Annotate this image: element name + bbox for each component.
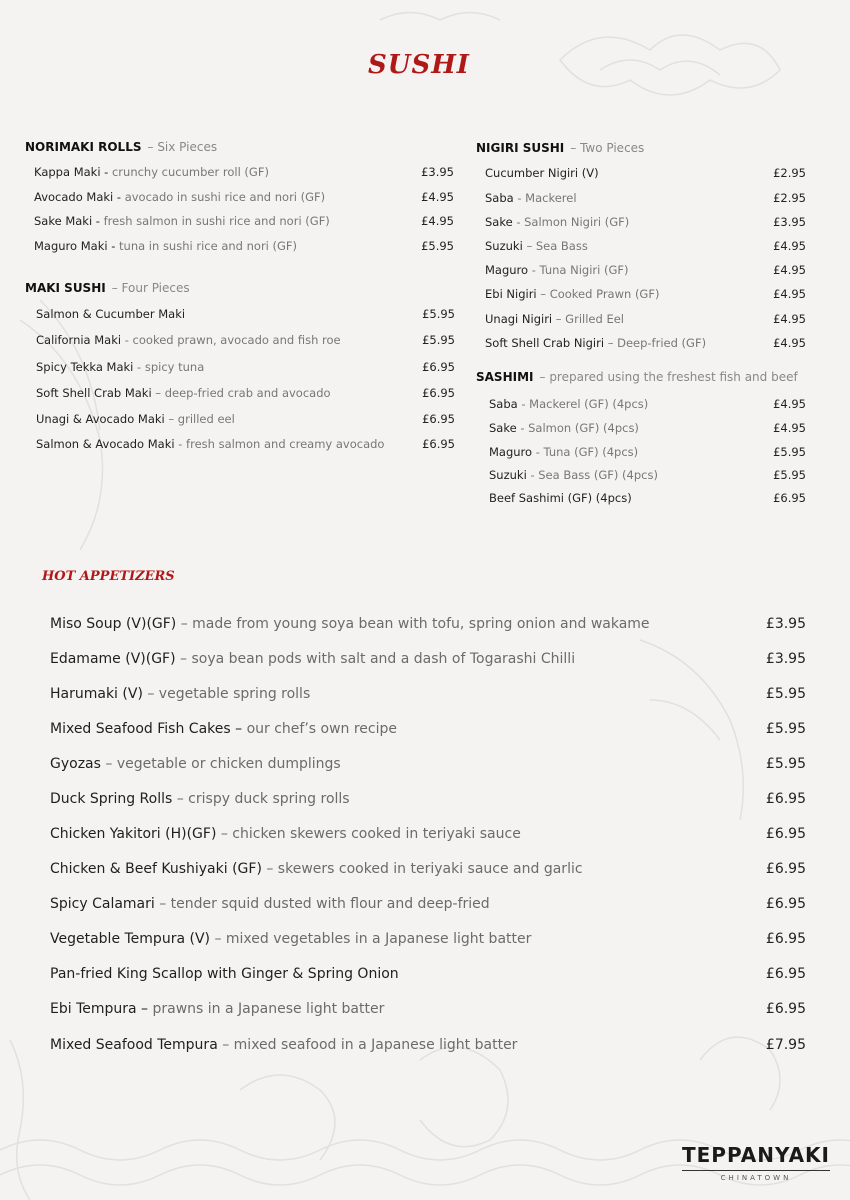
item-description: – vegetable or chicken dumplings [105,756,341,772]
item-name: Sake [485,215,517,229]
item-description: - Mackerel [517,191,577,205]
item-description: - spicy tuna [137,360,205,374]
section-title: NIGIRI SUSHI [476,141,565,155]
menu-item [50,928,806,950]
item-name: Ebi Nigiri [485,287,541,301]
menu-item [34,188,454,206]
item-description: prawns in a Japanese light batter [152,1001,385,1017]
item-description: – vegetable spring rolls [147,686,311,702]
item-description: - Salmon (GF) (4pcs) [520,421,639,435]
item-price: £5.95 [421,239,454,253]
item-description: - fresh salmon and creamy avocado [178,437,385,451]
item-price: £3.95 [421,165,454,179]
menu-item [485,334,806,352]
item-price: £4.95 [773,336,806,350]
menu-item [50,858,806,880]
item-price: £4.95 [773,312,806,326]
item-price: £5.95 [765,756,806,772]
nigiri-section-header [476,141,644,155]
menu-item [489,395,806,413]
item-price: £6.95 [765,931,806,947]
item-description: – grilled eel [168,412,235,426]
item-description: – crispy duck spring rolls [176,791,350,807]
item-description: – made from young soya bean with tofu, spring onion and wakame [180,616,650,632]
menu-item [34,163,454,181]
menu-item [36,331,455,349]
item-price: £6.95 [765,861,806,877]
item-name: Miso Soup (V)(GF) [50,616,181,632]
section-subtitle: – Two Pieces [570,141,645,155]
section-subtitle: – Four Pieces [111,281,190,295]
item-price: £6.95 [422,386,455,400]
item-name: Sake [489,421,521,435]
item-name: Maguro [489,445,536,459]
item-description: tuna in sushi rice and nori (GF) [119,239,298,253]
menu-item [485,213,806,231]
section-subtitle: – prepared using the freshest fish and beef [539,370,798,384]
restaurant-logo [676,1143,836,1182]
menu-item [485,164,806,182]
menu-item [34,237,454,255]
logo-divider [682,1170,830,1171]
item-name: Kappa Maki - [34,165,112,179]
section-title: MAKI SUSHI [25,281,106,295]
norimaki-section-header [25,140,217,154]
menu-item [50,788,806,810]
item-name: Suzuki [489,468,531,482]
item-description: - Mackerel (GF) (4pcs) [521,397,649,411]
item-price: £4.95 [773,263,806,277]
item-description: fresh salmon in sushi rice and nori (GF) [103,214,330,228]
item-name: Maguro Maki - [34,239,120,253]
logo-wordmark: TEPPANYAKI [682,1143,830,1167]
item-name: Duck Spring Rolls [50,791,177,807]
menu-item [485,189,806,207]
item-name: Unagi Nigiri [485,312,556,326]
item-price: £5.95 [422,333,455,347]
item-name: Soft Shell Crab Nigiri [485,336,608,350]
item-price: £5.95 [773,468,806,482]
item-description: - Tuna Nigiri (GF) [531,263,629,277]
item-description: avocado in sushi rice and nori (GF) [124,190,326,204]
menu-item [50,998,806,1020]
item-price: £5.95 [773,445,806,459]
item-price: £3.95 [773,215,806,229]
menu-item [485,237,806,255]
item-description: – Grilled Eel [555,312,624,326]
menu-item [36,435,455,453]
item-description: – deep-fried crab and avocado [155,386,331,400]
menu-item [34,212,454,230]
menu-item [485,261,806,279]
menu-item [489,489,806,507]
item-name: Harumaki (V) [50,686,148,702]
item-price: £6.95 [422,412,455,426]
item-price: £6.95 [422,360,455,374]
item-price: £4.95 [773,287,806,301]
item-price: £6.95 [765,966,806,982]
item-price: £4.95 [421,214,454,228]
item-price: £2.95 [773,166,806,180]
item-name: Saba [489,397,522,411]
item-name: Salmon & Avocado Maki [36,437,179,451]
item-name: Spicy Calamari [50,896,160,912]
item-name: Maguro [485,263,532,277]
item-description: – skewers cooked in teriyaki sauce and garlic [266,861,583,877]
item-description: – mixed seafood in a Japanese light batter [222,1037,518,1053]
menu-item [50,893,806,915]
hot-appetizers-title: HOT APPETIZERS [42,569,175,584]
item-description: – soya bean pods with salt and a dash of Togarashi Chilli [180,651,576,667]
item-price: £2.95 [773,191,806,205]
item-name: Gyozas [50,756,106,772]
item-price: £3.95 [765,651,806,667]
item-name: Suzuki [485,239,527,253]
item-description: - Sea Bass (GF) (4pcs) [530,468,658,482]
item-name: Chicken & Beef Kushiyaki (GF) [50,861,267,877]
item-name: Cucumber Nigiri (V) [485,166,599,180]
item-name: Avocado Maki - [34,190,125,204]
item-price: £6.95 [765,896,806,912]
section-subtitle: – Six Pieces [147,140,218,154]
item-name: Spicy Tekka Maki [36,360,138,374]
item-description: – mixed vegetables in a Japanese light batter [214,931,532,947]
menu-item [50,753,806,775]
item-price: £4.95 [421,190,454,204]
item-price: £7.95 [765,1037,806,1053]
item-description: - Tuna (GF) (4pcs) [535,445,639,459]
item-price: £5.95 [765,721,806,737]
item-name: Edamame (V)(GF) [50,651,181,667]
menu-item [489,466,806,484]
item-description: – Deep-fried (GF) [607,336,707,350]
logo-subtitle: CHINATOWN [720,1174,792,1182]
item-description: – Cooked Prawn (GF) [540,287,660,301]
maki-section-header [25,281,190,295]
sashimi-section-header [476,370,798,384]
item-price: £6.95 [765,1001,806,1017]
item-name: Salmon & Cucumber Maki [36,307,186,321]
item-description: - cooked prawn, avocado and fish roe [124,333,341,347]
menu-item [36,305,455,323]
item-price: £6.95 [765,826,806,842]
section-title: SASHIMI [476,370,534,384]
menu-item [50,648,806,670]
item-price: £4.95 [773,421,806,435]
menu-item [36,384,455,402]
item-description: crunchy cucumber roll (GF) [111,165,269,179]
item-name: Ebi Tempura – [50,1001,153,1017]
menu-item [50,683,806,705]
menu-item [485,310,806,328]
item-description: our chef’s own recipe [246,721,398,737]
menu-item [50,613,806,635]
item-description: – Sea Bass [526,239,588,253]
item-description: – chicken skewers cooked in teriyaki sauce [220,826,521,842]
item-name: Pan-fried King Scallop with Ginger & Spring Onion [50,966,399,982]
item-name: Chicken Yakitori (H)(GF) [50,826,221,842]
section-title: NORIMAKI ROLLS [25,140,142,154]
page-title: SUSHI [368,50,470,80]
menu-item [36,358,455,376]
item-description: – tender squid dusted with flour and deep-fried [159,896,490,912]
item-price: £4.95 [773,397,806,411]
item-price: £6.95 [422,437,455,451]
menu-item [489,443,806,461]
item-price: £3.95 [765,616,806,632]
item-name: Soft Shell Crab Maki [36,386,156,400]
item-price: £5.95 [422,307,455,321]
item-name: Mixed Seafood Tempura [50,1037,223,1053]
menu-item [489,419,806,437]
menu-item [50,1034,806,1056]
item-name: Beef Sashimi (GF) (4pcs) [489,491,632,505]
item-price: £4.95 [773,239,806,253]
item-name: Saba [485,191,518,205]
item-price: £6.95 [765,791,806,807]
item-description: - Salmon Nigiri (GF) [516,215,630,229]
menu-item [50,718,806,740]
item-name: Vegetable Tempura (V) [50,931,215,947]
menu-item [36,410,455,428]
item-name: Unagi & Avocado Maki [36,412,169,426]
menu-item [50,963,806,985]
item-name: Sake Maki - [34,214,104,228]
item-name: California Maki [36,333,125,347]
item-name: Mixed Seafood Fish Cakes – [50,721,247,737]
menu-item [50,823,806,845]
menu-item [485,285,806,303]
item-price: £5.95 [765,686,806,702]
item-price: £6.95 [773,491,806,505]
